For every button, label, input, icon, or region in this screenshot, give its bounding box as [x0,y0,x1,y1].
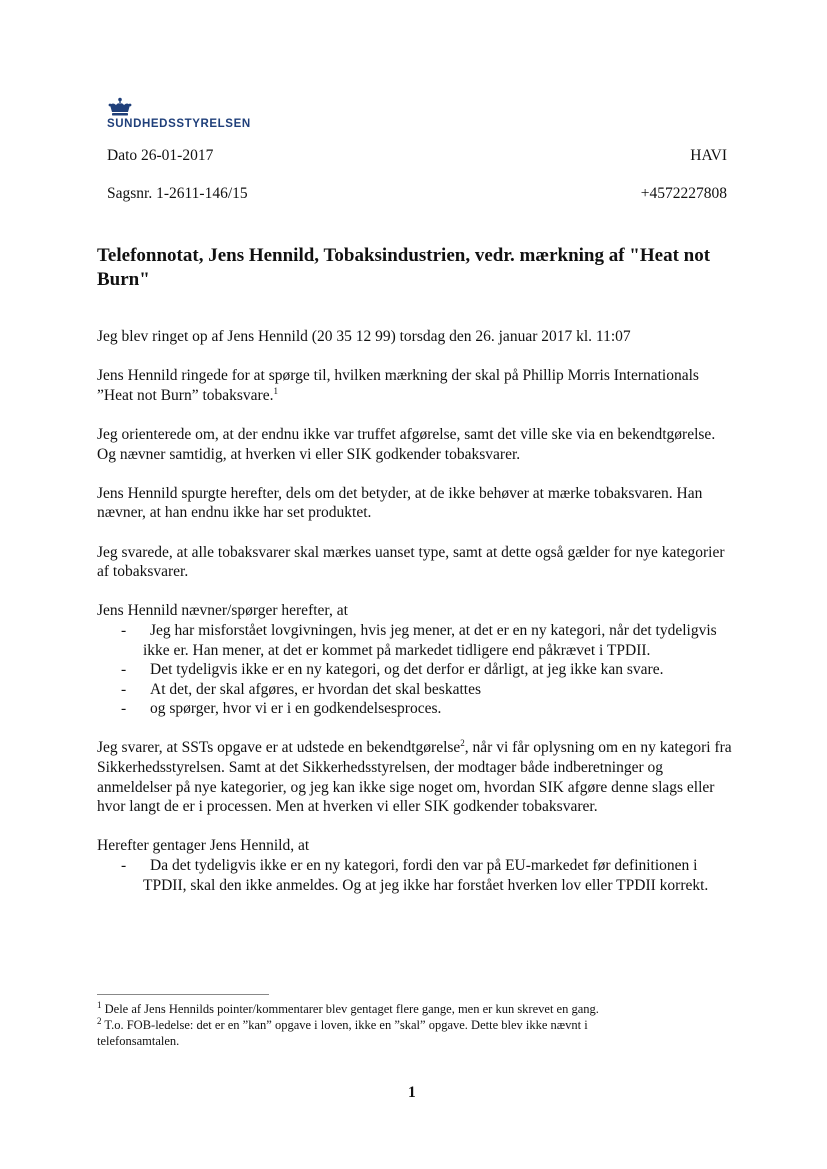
list-item: - At det, der skal afgøres, er hvordan det skal beskattes [121,680,481,698]
footnote-divider [97,994,269,995]
paragraph: Jeg blev ringet op af Jens Hennild (20 35 12 99) torsdag den 26. januar 2017 kl. 11:07 [97,328,631,345]
footnotes [97,1001,657,1049]
paragraph: Jeg svarer, at SSTs opgave er at udstede en bekendtgørelse$^2$, når vi får oplysning om en ny kategori fra Sikkerhedsstyrelsen. Samt at det Sikkerhedsstyrelsen, der modtager både indberetninger og anmeldelser på nye kategorier, og jeg kan ikke sige noget om, hvordan SIK afgøre denne slags eller hvor langt de er i processen. Men at hverken vi eller SIK godkender tobaksvarer. [97,738,732,816]
crown-logo-icon [107,97,133,119]
footnote-ref[interactable]: 2 [460,738,465,749]
list-item: - Det tydeligvis ikke er en ny kategori, og det derfor er dårligt, at jeg ikke kan svare. [121,661,664,679]
paragraph: Jeg orienterede om, at der endnu ikke var truffet afgørelse, samt det ville ske via en bekendtgørelse. Og nævner samtidig, at hverken vi eller SIK godkender tobaksvarer. [97,425,716,463]
list-item: - Da det tydeligvis ikke er en ny kategori, fordi den var på EU-markedet før definitionen i TPDII, skal den ikke anmeldes. Og at jeg ikke har forstået hverken lov eller TPDII korrekt. [121,857,709,894]
paragraph: Jens Hennild ringede for at spørge til, hvilken mærkning der skal på Phillip Morris Internationals ”Heat not Burn” tobaksvare.$^1$ [97,367,699,404]
footnote: $^1$ Dele af Jens Hennilds pointer/kommentarer blev gentaget flere gange, men er kun skrevet en gang. [97,999,599,1016]
paragraph: Jeg svarede, at alle tobaksvarer skal mærkes uanset type, samt at dette også gælder for nye kategorier af tobaksvarer. [97,543,725,581]
case-number-field: Sagsnr. 1-2611-146/15 [107,185,248,202]
logo-wordmark: SUNDHEDSSTYRELSEN [107,118,251,130]
document-body [97,327,737,915]
initials-field: HAVI [690,147,727,164]
list-item: - Jeg har misforstået lovgivningen, hvis jeg mener, at det er en ny kategori, når det tydeligvis ikke er. Han mener, at det er kommet på markedet tidligere end påkrævet i TPDII. [121,621,717,659]
footnote-ref[interactable]: 1 [273,385,278,396]
paragraph: Jens Hennild nævner/spørger herefter, at [97,602,348,620]
footnote: $^2$ T.o. FOB-ledelse: det er en ”kan” opgave i loven, ikke en ”skal” opgave. Dette blev ikke nævnt i telefonsamtalen. [97,1015,588,1048]
date-field: Dato 26-01-2017 [107,147,214,164]
paragraph: Herefter gentager Jens Hennild, at [97,837,310,855]
bullet-list [97,621,737,719]
paragraph: Jens Hennild spurgte herefter, dels om det betyder, at de ikke behøver at mærke tobaksvaren. Han nævner, at han endnu ikke har set produktet. [97,484,703,522]
phone-field: +4572227808 [640,185,727,202]
document-title: Telefonnotat, Jens Hennild, Tobaksindustrien, vedr. mærkning af "Heat not Burn" [97,245,711,290]
bullet-list [97,856,737,895]
list-item: - og spørger, hvor vi er i en godkendelsesproces. [121,700,442,718]
page-number: 1 [408,1084,416,1101]
